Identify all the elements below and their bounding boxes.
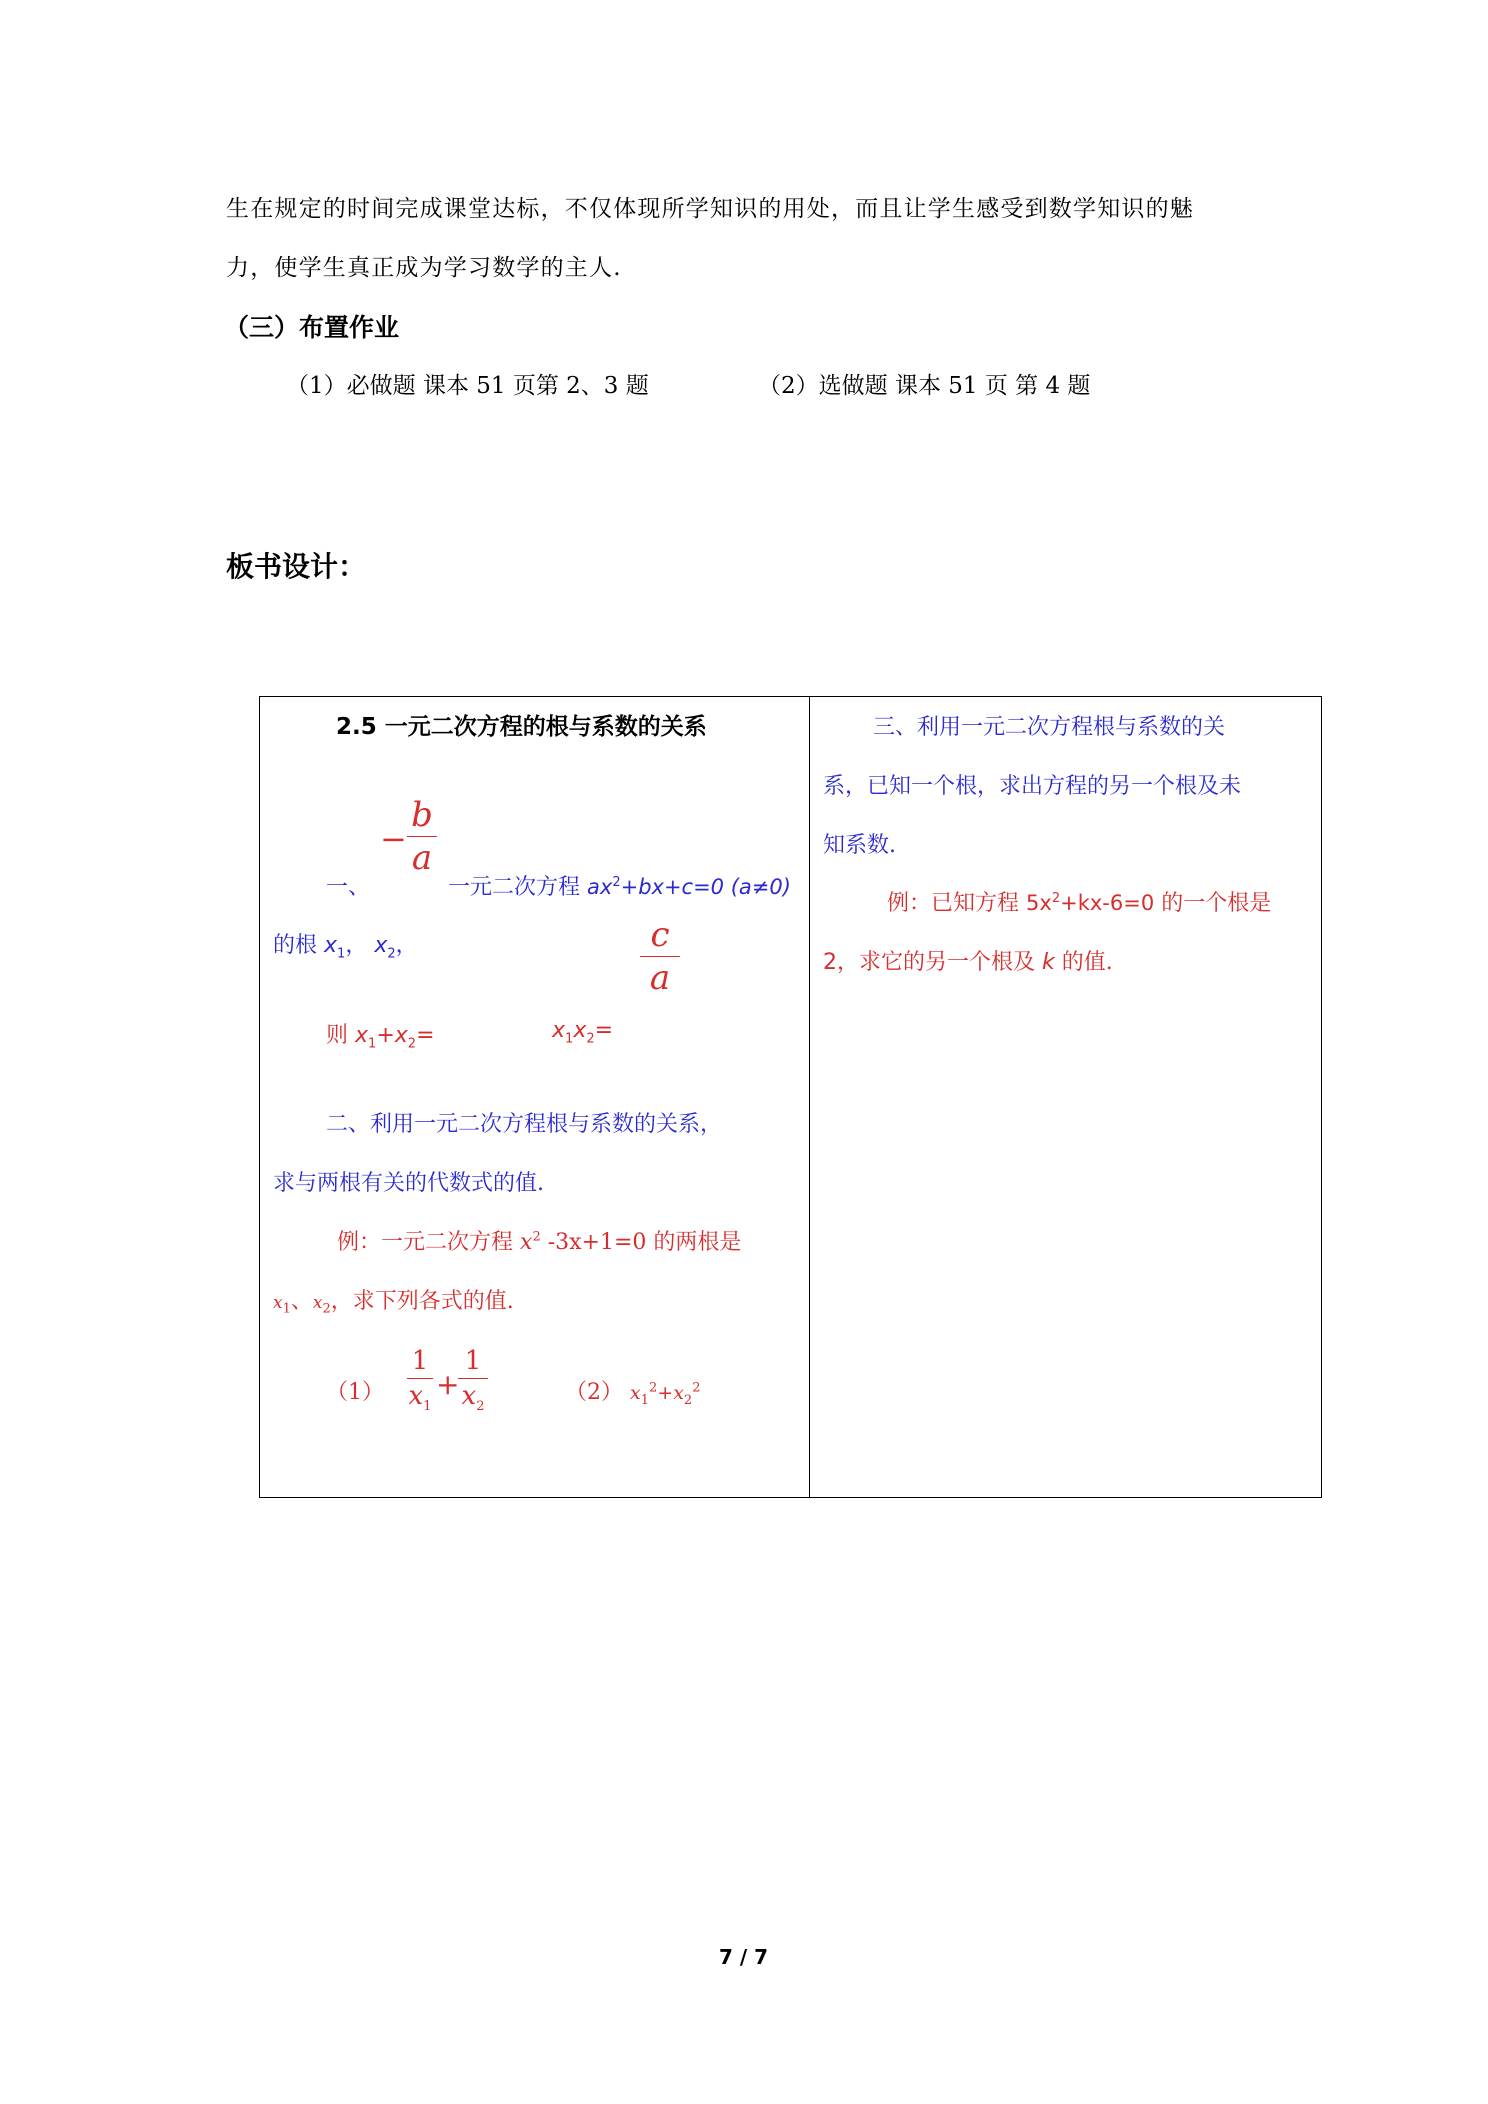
q1-fraction-2: 1 $x_2$: [458, 1348, 488, 1413]
board-title: 2.5 一元二次方程的根与系数的关系: [336, 714, 707, 740]
board-column-divider: [809, 696, 810, 1498]
example1-line-2: $x_1$、$x_2$，求下列各式的值.: [273, 1289, 514, 1317]
homework-required: （1）必做题 课本 51 页第 2、3 题: [286, 373, 649, 399]
section-heading: （三）布置作业: [224, 313, 400, 342]
frac2-numerator: c: [650, 915, 670, 955]
board-heading: 板书设计：: [226, 550, 367, 583]
part3-line-3: 知系数.: [823, 833, 896, 858]
frac1-numerator: b: [411, 795, 433, 835]
product-line: $x_1x_2=$: [552, 1018, 614, 1047]
paragraph-line-1: 生在规定的时间完成课堂达标，不仅体现所学知识的用处，而且让学生感受到数学知识的魅: [226, 196, 1194, 222]
homework-optional: （2）选做题 课本 51 页 第 4 题: [758, 373, 1091, 399]
q1-fraction-1: 1 $x_1$: [408, 1346, 432, 1415]
part1-text: 一元二次方程: [448, 875, 581, 900]
page-number: 7 / 7: [719, 1945, 769, 1969]
frac2-bar: [640, 956, 680, 957]
frac2-denominator: a: [649, 958, 671, 998]
q2-expression: （2） $x_1^2+x_2^2$: [565, 1380, 701, 1408]
part2-line-2: 求与两根有关的代数式的值.: [273, 1171, 544, 1196]
paragraph-line-2: 力，使学生真正成为学习数学的主人.: [226, 255, 622, 281]
part3-line-2: 系，已知一个根，求出方程的另一个根及未: [823, 774, 1242, 799]
roots-line: 的根 $x_1$， $x_2$，: [273, 933, 418, 962]
sum-line: 则 $x_1+x_2=$: [326, 1023, 435, 1052]
part2-line-1: 二、利用一元二次方程根与系数的关系，: [326, 1112, 723, 1137]
part3-line-1: 三、利用一元二次方程根与系数的关: [873, 715, 1226, 740]
frac1-sign: −: [380, 820, 407, 858]
q1-label: （1）: [326, 1380, 384, 1405]
q1-plus: +: [436, 1368, 460, 1401]
fraction-c-over-a: [640, 915, 680, 998]
frac1-denominator: a: [411, 838, 433, 878]
example1-line-1: 例：一元二次方程 $x^2$ -3x+1=0 的两根是: [337, 1229, 742, 1255]
part1-equation: $ax^2+bx+c=0$ (a≠0): [587, 875, 791, 899]
part1-line: [448, 870, 791, 901]
part1-prefix: 一、: [326, 875, 371, 900]
example2-line-1: 例：已知方程 $5x^2+kx-6=0$ 的一个根是: [887, 891, 1272, 916]
fraction-minus-b-over-a: [407, 795, 437, 878]
frac1-bar: [407, 836, 437, 837]
example2-line-2: 2，求它的另一个根及 k 的值.: [823, 950, 1113, 975]
